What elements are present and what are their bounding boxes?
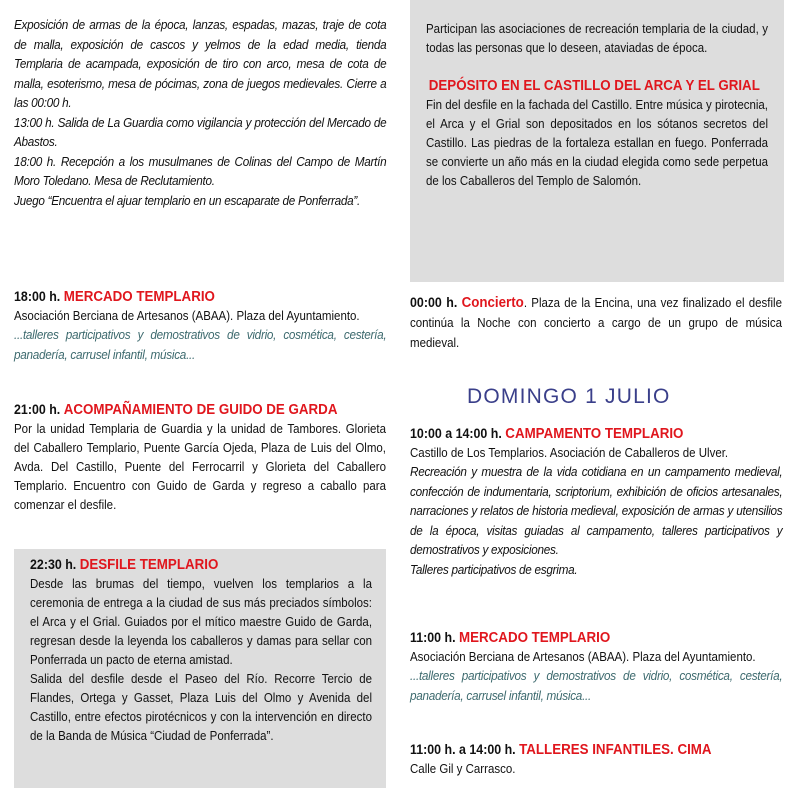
campamento-line: Castillo de Los Templarios. Asociación de Caballeros de Ulver. xyxy=(410,446,729,460)
campamento-block xyxy=(410,424,782,580)
campamento-title: CAMPAMENTO TEMPLARIO xyxy=(505,426,684,442)
acompanamiento-block xyxy=(14,400,386,515)
concierto-title: Concierto xyxy=(461,295,524,311)
talleres-title: TALLERES INFANTILES. CIMA xyxy=(519,742,712,758)
intro-paragraph-3: 18:00 h. Recepción a los musulmanes de Colinas del Campo de Martín Moro Toledano. Mesa de Reclutamiento. xyxy=(14,154,387,188)
intro-paragraph-4: Juego “Encuentra el ajuar templario en un escaparate de Ponferrada”. xyxy=(14,193,360,208)
concierto-block xyxy=(410,293,782,353)
mercado-sun-block xyxy=(410,628,782,706)
mercado-sat-heading xyxy=(14,287,356,307)
deposito-text: Fin del desfile en la fachada del Castillo. Entre música y pirotecnia, el Arca y el Grial son depositados en los sótanos secretos del Castillo. Las piedras de la fortaleza estallan en fuego. Ponferrada se convierte un año más en la ciudad elegida como sede perpetua de los Caballeros del Templo de Salomón. xyxy=(426,98,769,188)
talleres-heading xyxy=(410,740,752,760)
concierto-time: 00:00 h. xyxy=(410,295,458,310)
mercado-sat-time: 18:00 h. xyxy=(14,289,61,304)
participan-box xyxy=(410,0,784,282)
mercado-sat-block xyxy=(14,287,386,365)
intro-paragraph-1: Exposición de armas de la época, lanzas, espadas, mazas, traje de cota de malla, exposición de cascos y yelmos de la edad media, tienda Templaria de acampada, exposición de tiro con arco, mesa de cota de malla, esoterismo, mesa de pócimas, zona de juegos medievales. Cierre a las 00:00 h. xyxy=(14,18,387,110)
talleres-line: Calle Gil y Carrasco. xyxy=(410,762,516,776)
mercado-sat-detail: ...talleres participativos y demostrativos de vidrio, cosmética, cestería, panadería, carrusel infantil, música... xyxy=(14,328,387,362)
mercado-sun-line: Asociación Berciana de Artesanos (ABAA). Plaza del Ayuntamiento. xyxy=(410,650,756,664)
campamento-detail: Recreación y muestra de la vida cotidiana en un campamento medieval, confección de indumentaria, scriptorium, exhibición de oficios artesanales, narraciones y relatos de historia medieval, exposición de armas y utensilios de la época, visitas guiadas al campamento, talleres participativos y demostrativos y exposiciones. xyxy=(410,465,783,557)
desfile-paragraph-2: Salida del desfile desde el Paseo del Río. Recorre Tercio de Flandes, Ortega y Gasset, Plaza Luis del Olmo y Avenida del Castillo, entre efectos pirotécnicos y con la intervención en directo de la Banda de Música “Ciudad de Ponferrada”. xyxy=(30,672,373,743)
mercado-sun-time: 11:00 h. xyxy=(410,630,456,645)
intro-paragraph-2: 13:00 h. Salida de La Guardia como vigilancia y protección del Mercado de Abastos. xyxy=(14,115,387,149)
deposito-heading xyxy=(426,76,760,96)
campamento-time: 10:00 a 14:00 h. xyxy=(410,426,502,441)
deposito-title: DEPÓSITO EN EL CASTILLO DEL ARCA Y EL GRIAL xyxy=(428,78,760,94)
intro-block xyxy=(14,16,386,211)
desfile-box xyxy=(14,549,386,788)
concierto-text xyxy=(410,293,782,353)
campamento-extra: Talleres participativos de esgrima. xyxy=(410,562,578,577)
mercado-sun-title: MERCADO TEMPLARIO xyxy=(459,630,611,646)
desfile-time: 22:30 h. xyxy=(30,557,77,572)
talleres-block xyxy=(410,740,782,779)
desfile-heading xyxy=(30,555,345,575)
acompanamiento-heading xyxy=(14,400,356,420)
campamento-heading xyxy=(410,424,752,444)
mercado-sat-title: MERCADO TEMPLARIO xyxy=(63,289,215,305)
acompanamiento-time: 21:00 h. xyxy=(14,402,61,417)
talleres-time: 11:00 h. a 14:00 h. xyxy=(410,742,516,757)
acompanamiento-title: ACOMPAÑAMIENTO DE GUIDO DE GARDA xyxy=(63,402,338,418)
acompanamiento-text: Por la unidad Templaria de Guardia y la unidad de Tambores. Glorieta del Caballero Templario, Puente García Ojeda, Plaza de Luis del Olmo, Avda. Del Castillo, Puente del Ferrocarril y Glorieta del Caballero Templario. Encuentro con Guido de Garda y regreso a caballo para comenzar el desfile. xyxy=(14,422,387,512)
day-title: DOMINGO 1 JULIO xyxy=(467,385,671,408)
mercado-sun-heading xyxy=(410,628,752,648)
mercado-sun-detail: ...talleres participativos y demostrativos de vidrio, cosmética, cestería, panadería, carrusel infantil, música... xyxy=(410,669,783,703)
mercado-sat-line: Asociación Berciana de Artesanos (ABAA). Plaza del Ayuntamiento. xyxy=(14,309,360,323)
concierto-description: . Plaza de la Encina, una vez finalizado el desfile continúa la Noche con concierto a cargo de un grupo de música medieval. xyxy=(410,296,783,350)
desfile-title: DESFILE TEMPLARIO xyxy=(79,557,219,573)
desfile-paragraph-1: Desde las brumas del tiempo, vuelven los templarios a la ceremonia de entrega a la ciudad de sus más preciados símbolos: el Arca y el Grial. Guiados por el mítico maestre Guido de Garda, regresan desde la leyenda los caballeros y damas para sellar con Ponferrada un pacto de eterna amistad. xyxy=(30,577,373,667)
participan-text: Participan las asociaciones de recreación templaria de la ciudad, y todas las personas que lo deseen, ataviadas de época. xyxy=(426,22,769,55)
